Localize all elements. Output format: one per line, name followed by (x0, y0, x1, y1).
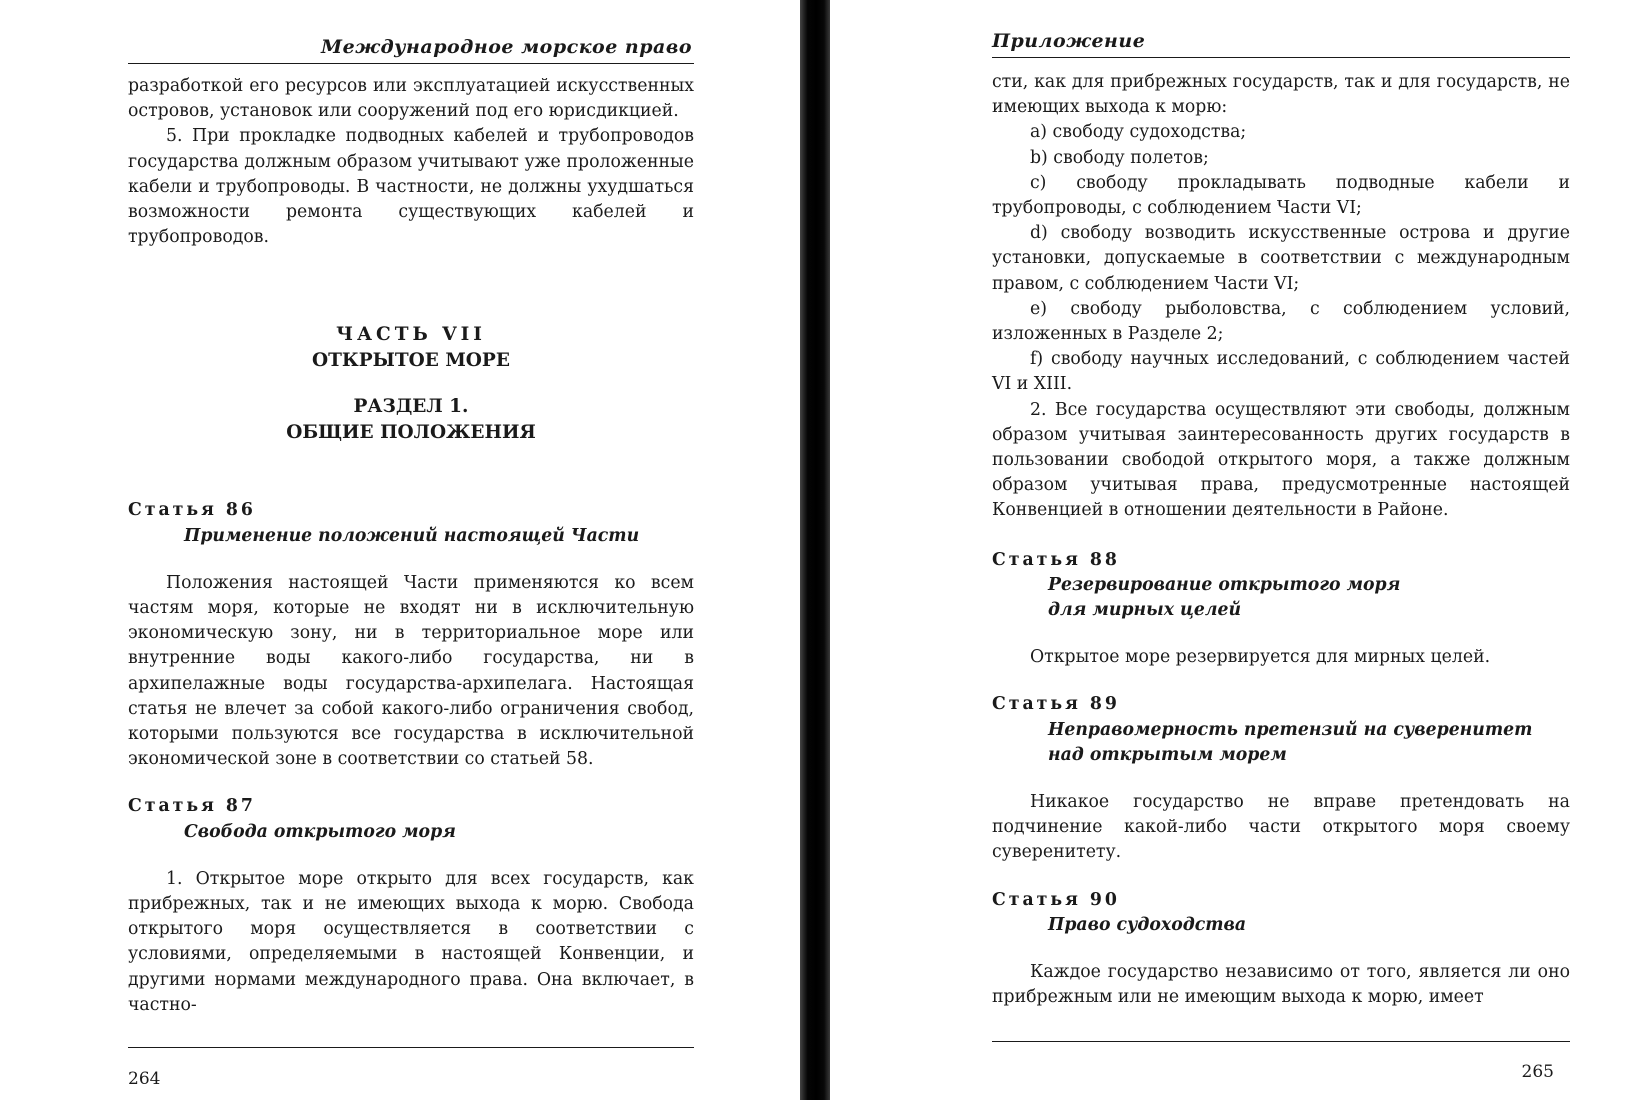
list-item: b) свободу полетов; (1030, 147, 1209, 168)
article-title: Свобода открытого моря (184, 821, 456, 842)
right-page (830, 0, 1646, 1100)
article-number: Статья 87 (128, 796, 256, 817)
section-title: ОБЩИЕ ПОЛОЖЕНИЯ (286, 422, 536, 444)
page-number: 264 (128, 1069, 161, 1089)
paragraph: Открытое море резервируется для мирных целей. (1030, 647, 1491, 668)
article-title-line: над открытым морем (1048, 744, 1287, 765)
page-body (128, 74, 694, 1018)
paragraph: 2. Все государства осуществляют эти свободы, должным образом учитывая заинтересованность других государств в пользовании свободой открытого моря, а также должным образом учитывая права, предусмотренные настоящей Конвенцией в отношении деятельности в Районе. (992, 399, 1570, 521)
list-item: a) свободу судоходства; (1030, 122, 1247, 143)
list-item: f) свободу научных исследований, с соблюдением частей VI и XIII. (992, 349, 1570, 395)
article-title-line: для мирных целей (1048, 600, 1242, 621)
footer-rule (992, 1041, 1570, 1042)
left-page (0, 0, 800, 1100)
header-rule (992, 57, 1570, 58)
header-rule (128, 63, 694, 64)
footer-rule (128, 1047, 694, 1048)
paragraph: Никакое государство не вправе претендовать на подчинение какой-либо части открытого моря своему суверенитету. (992, 792, 1570, 863)
article-number: Статья 86 (128, 500, 256, 521)
page-number: 265 (1521, 1062, 1554, 1082)
running-head: Международное морское право (321, 36, 692, 58)
article-title: Применение положений настоящей Части (184, 525, 640, 546)
list-item: e) свободу рыболовства, с соблюдением условий, изложенных в Разделе 2; (992, 298, 1570, 345)
article-title: Право судоходства (1048, 914, 1247, 935)
book-spine-shadow (800, 0, 830, 1100)
section-label: РАЗДЕЛ 1. (353, 396, 469, 418)
list-item: d) свободу возводить искусственные острова и другие установки, допускаемые в соответствии с международным правом, с соблюдением Части VI; (992, 223, 1570, 294)
part-heading (128, 322, 694, 446)
paragraph: Положения настоящей Части применяются ко всем частям моря, которые не входят ни в исключительную экономическую зону, ни в территориальное море или внутренние воды какого-либо государства, ни в архипелажные воды государства-архипелага. Настоящая статья не влечет за собой какого-либо ограничения свобод, которыми пользуются все государства в исключительной экономической зоне в соответствии со статьей 58. (128, 572, 694, 770)
part-label: ЧАСТЬ VII (336, 324, 486, 346)
running-head: Приложение (992, 30, 1146, 52)
paragraph: разработкой его ресурсов или эксплуатацией искусственных островов, установок или сооружений под его юрисдикцией. (128, 76, 694, 122)
part-title: ОТКРЫТОЕ МОРЕ (312, 350, 510, 372)
paragraph: сти, как для прибрежных государств, так и для государств, не имеющих выхода к морю: (992, 72, 1570, 118)
article-title-line: Резервирование открытого моря (1048, 574, 1401, 595)
page-body (992, 70, 1570, 1011)
article-title-line: Неправомерность претензий на суверенитет (1048, 719, 1533, 740)
article-number: Статья 90 (992, 889, 1120, 910)
article-number: Статья 88 (992, 549, 1120, 570)
paragraph: Каждое государство независимо от того, является ли оно прибрежным или не имеющим выхода к морю, имеет (992, 962, 1570, 1008)
paragraph: 5. При прокладке подводных кабелей и трубопроводов государства должным образом учитывают уже проложенные кабели и трубопроводы. В частности, не должны ухудшаться возможности ремонта существующих кабелей и трубопроводов. (128, 126, 694, 248)
article-number: Статья 89 (992, 694, 1120, 715)
list-item: c) свободу прокладывать подводные кабели и трубопроводы, с соблюдением Части VI; (992, 172, 1570, 219)
paragraph: 1. Открытое море открыто для всех государств, как прибрежных, так и не имеющих выхода к морю. Свобода открытого моря осуществляется в соответствии с условиями, определяемыми в настоящей Конвенции, и другими нормами международного права. Она включает, в частно- (128, 868, 694, 1015)
